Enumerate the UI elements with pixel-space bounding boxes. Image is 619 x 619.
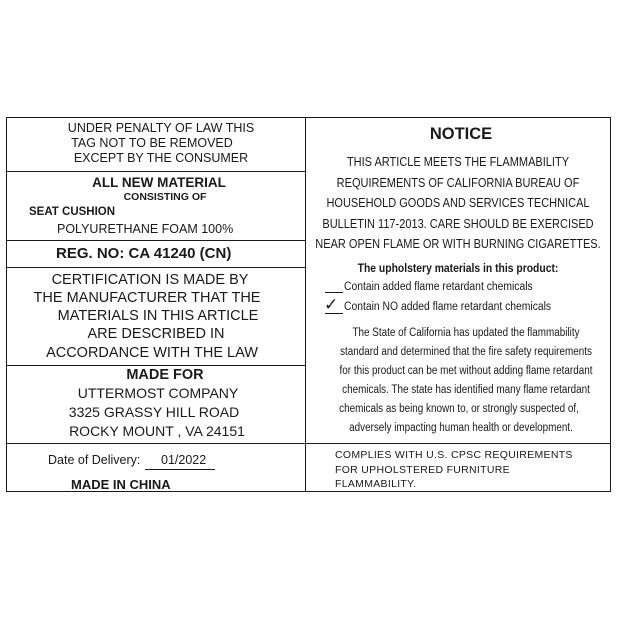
materials-heading: The upholstery materials in this product:	[357, 263, 559, 275]
notice-line: NEAR OPEN FLAME OR WITH BURNING CIGARETTES.	[315, 237, 601, 251]
material-heading: ALL NEW MATERIAL	[92, 175, 226, 190]
foam-content: POLYURETHANE FOAM 100%	[57, 222, 234, 236]
option-no-added: Contain NO added flame retardant chemicals	[344, 301, 552, 313]
seat-cushion: SEAT CUSHION	[29, 206, 116, 218]
made-in: MADE IN CHINA	[71, 477, 171, 492]
notice-line: HOUSEHOLD GOODS AND SERVICES TECHNICAL	[326, 196, 590, 210]
notice-title: NOTICE	[429, 125, 493, 143]
option-added: Contain added flame retardant chemicals	[344, 281, 533, 293]
divider	[305, 443, 611, 444]
divider	[6, 443, 306, 444]
cpsc-line: FLAMMABILITY.	[335, 478, 417, 490]
divider	[6, 365, 306, 366]
notice-line: THIS ARTICLE MEETS THE FLAMMABILITY	[346, 155, 570, 169]
cpsc-line: COMPLIES WITH U.S. CPSC REQUIREMENTS	[335, 449, 573, 461]
certification-line: MATERIALS IN THIS ARTICLE	[57, 308, 259, 324]
divider	[6, 171, 306, 172]
company-city: ROCKY MOUNT , VA 24151	[69, 423, 245, 439]
state-notice-line: The State of California has updated the flammability	[352, 327, 580, 339]
state-notice-line: for this product can be met without adding flame retardant	[339, 365, 593, 377]
divider	[6, 240, 306, 241]
notice-line: BULLETIN 117-2013. CARE SHOULD BE EXERCISED	[322, 217, 594, 231]
divider	[6, 267, 306, 268]
certification-line: ARE DESCRIBED IN	[87, 326, 225, 342]
certification-line: CERTIFICATION IS MADE BY	[51, 272, 249, 288]
company-address: 3325 GRASSY HILL ROAD	[68, 404, 240, 420]
option-added-blank	[325, 292, 343, 293]
certification-line: ACCORDANCE WITH THE LAW	[46, 345, 258, 361]
state-notice-line: adversely impacting human health or development.	[349, 422, 573, 434]
penalty-line: TAG NOT TO BE REMOVED	[71, 136, 233, 150]
reg-number: REG. NO: CA 41240 (CN)	[56, 245, 232, 262]
penalty-line: EXCEPT BY THE CONSUMER	[73, 151, 249, 165]
state-notice-line: chemicals. The state has identified many flame retardant	[342, 384, 590, 396]
certification-line: THE MANUFACTURER THAT THE	[33, 290, 261, 306]
company-name: UTTERMOST COMPANY	[77, 385, 239, 401]
consisting-of: CONSISTING OF	[123, 191, 207, 203]
made-for-heading: MADE FOR	[126, 367, 204, 383]
center-divider	[305, 117, 306, 492]
notice-line: REQUIREMENTS OF CALIFORNIA BUREAU OF	[336, 176, 580, 190]
delivery-label: Date of Delivery:	[48, 453, 141, 467]
state-notice-line: standard and determined that the fire safety requirements	[340, 346, 592, 358]
cpsc-line: FOR UPHOLSTERED FURNITURE	[335, 464, 510, 476]
delivery-underline	[145, 469, 215, 470]
check-icon: ✓	[324, 295, 339, 314]
state-notice-line: chemicals as being known to, or strongly suspected of,	[339, 403, 579, 415]
delivery-value: 01/2022	[161, 453, 207, 467]
penalty-line: UNDER PENALTY OF LAW THIS	[67, 121, 255, 135]
